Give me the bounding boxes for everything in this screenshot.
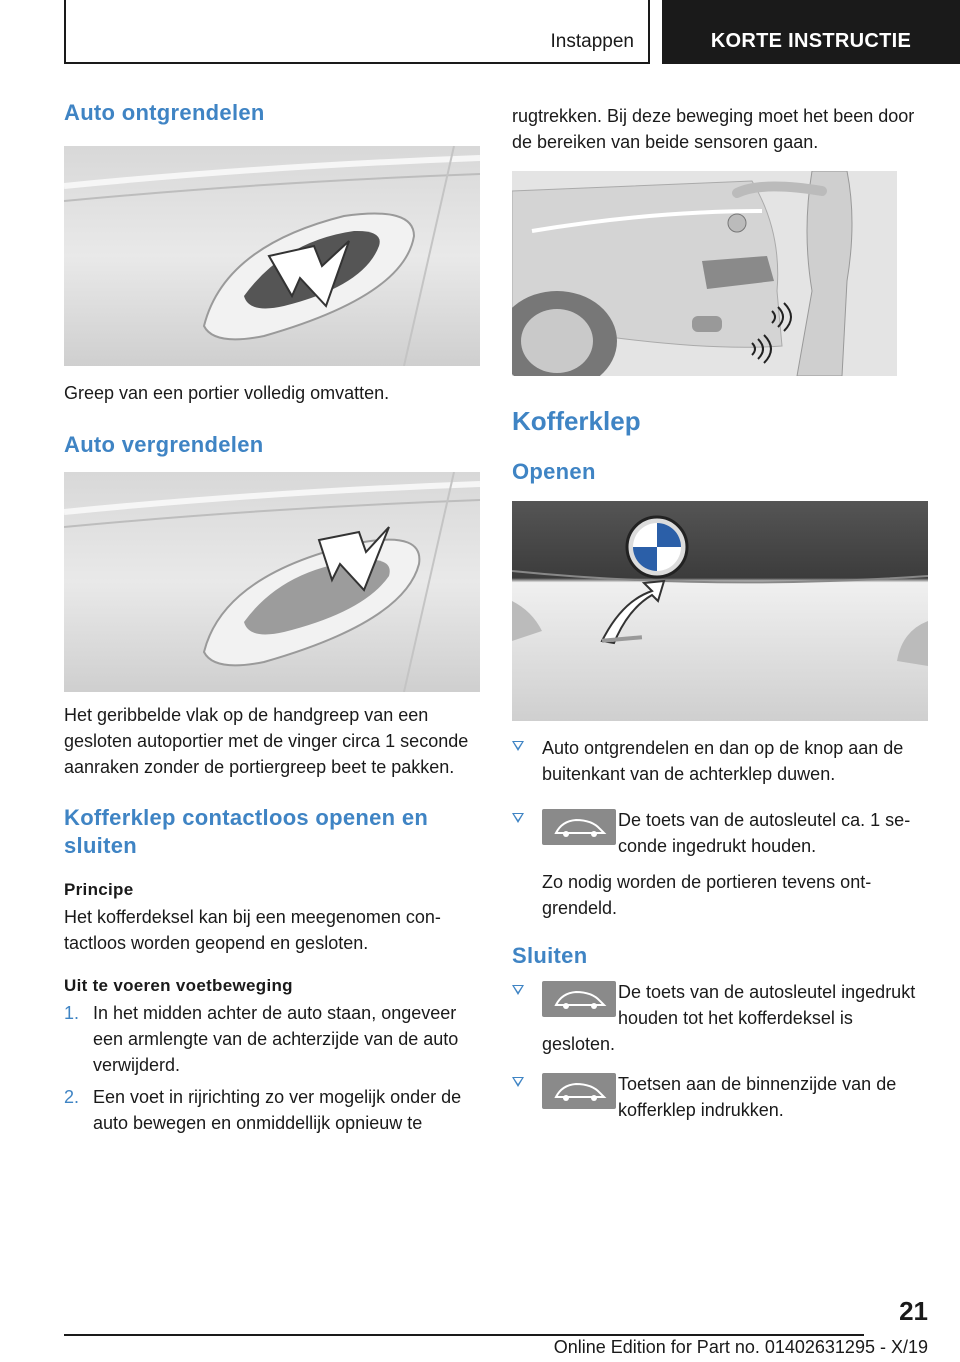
step-number: 2. [64, 1087, 80, 1107]
tailgate-button-image [512, 501, 928, 721]
close-heading: Sluiten [512, 943, 588, 968]
car-key-tailgate-button-icon [542, 981, 616, 1017]
step-text: Een voet in rijrichting zo ver mogelijk onder de auto bewegen en onmiddellijk opnieuw te [93, 1087, 462, 1133]
triangle-bullet-icon [512, 813, 524, 823]
contactless-heading: Kofferklep contactloos openen en sluiten [64, 805, 429, 858]
close-step-text: De toets van de autosleutel ingedrukt houden tot het kofferdeksel is [618, 982, 916, 1028]
list-item [512, 735, 928, 787]
open-heading: Openen [512, 459, 596, 484]
door-handle-lock-image [64, 472, 480, 692]
lock-text: Het geribbelde vlak op de handgreep van een gesloten autoportier met de vinger circa 1 seconde aanraken zonder de portiergreep beet te pakken. [64, 705, 469, 777]
principle-text: Het kofferdeksel kan bij een meegenomen contactloos worden geopend en gesloten. [64, 907, 441, 953]
foot-steps-list [64, 1000, 480, 1136]
header-section-tab [64, 0, 650, 64]
footer-divider [64, 1334, 864, 1336]
principle-heading: Principe [64, 880, 134, 899]
list-item [512, 1071, 928, 1123]
triangle-bullet-icon [512, 985, 524, 995]
step-text: In het midden achter de auto staan, ongeveer een armlengte van de achterzijde van de auto verwijderd. [93, 1003, 459, 1075]
page-number: 21 [899, 1296, 928, 1326]
header-section-label: Instappen [550, 31, 634, 52]
close-step-continuation: gesloten. [542, 1034, 616, 1054]
list-item [512, 979, 928, 1031]
tailgate-chapter-heading: Kofferklep [512, 406, 641, 436]
header-chapter-tab [662, 0, 960, 64]
list-item [64, 1084, 480, 1136]
close-steps-list-2 [512, 1071, 928, 1123]
close-steps-list [512, 979, 928, 1031]
car-tailgate-inner-button-icon [542, 1073, 616, 1109]
triangle-bullet-icon [512, 741, 524, 751]
open-steps-list [512, 735, 928, 859]
open-note: Zo nodig worden de portieren tevens ontgrendeld. [542, 872, 872, 918]
contactless-tailgate-image [512, 171, 897, 376]
door-handle-unlock-image [64, 146, 480, 366]
open-step-text: Auto ontgrendelen en dan op de knop aan de buitenkant van de achterklep duwen. [542, 738, 904, 784]
close-step-text: Toetsen aan de binnenzijde van de kofferklep indrukken. [618, 1074, 897, 1120]
unlock-heading: Auto ontgrendelen [64, 100, 265, 125]
lock-heading: Auto vergrendelen [64, 432, 264, 457]
list-item [64, 1000, 480, 1078]
step-number: 1. [64, 1003, 80, 1023]
open-step-text: De toets van de autosleutel ca. 1 seconde ingedrukt houden. [618, 810, 911, 856]
left-column [64, 100, 480, 1136]
foot-movement-heading: Uit te voeren voetbeweging [64, 976, 293, 995]
car-key-tailgate-button-icon [542, 809, 616, 845]
footer-edition: Online Edition for Part no. 01402631295 - X/19 [553, 1337, 928, 1357]
header-chapter-label: KORTE INSTRUCTIE [710, 30, 912, 52]
unlock-caption: Greep van een portier volledig omvatten. [64, 383, 390, 403]
foot-step-continuation: rugtrekken. Bij deze beweging moet het been door de bereiken van beide sensoren gaan. [512, 106, 915, 152]
triangle-bullet-icon [512, 1077, 524, 1087]
list-item [512, 807, 928, 859]
right-column [512, 100, 928, 1123]
